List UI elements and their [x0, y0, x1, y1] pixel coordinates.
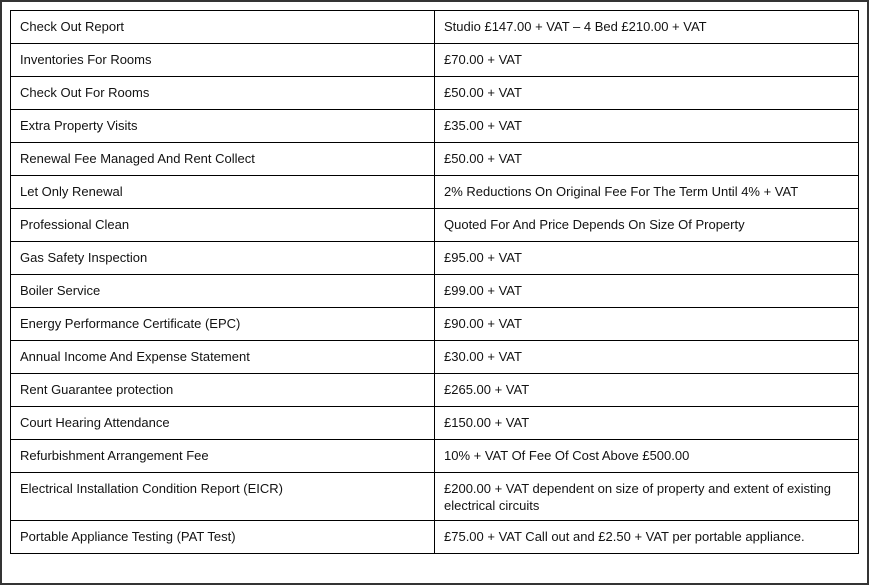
- service-cell: Court Hearing Attendance: [11, 407, 435, 440]
- fee-cell: 2% Reductions On Original Fee For The Term Until 4% + VAT: [435, 176, 859, 209]
- table-row: [11, 44, 859, 77]
- service-cell: Energy Performance Certificate (EPC): [11, 308, 435, 341]
- service-cell: Professional Clean: [11, 209, 435, 242]
- fee-cell: £99.00 + VAT: [435, 275, 859, 308]
- service-cell: Inventories For Rooms: [11, 44, 435, 77]
- fee-cell: 10% + VAT Of Fee Of Cost Above £500.00: [435, 440, 859, 473]
- fee-cell: Studio £147.00 + VAT – 4 Bed £210.00 + VAT: [435, 11, 859, 44]
- fee-cell: £70.00 + VAT: [435, 44, 859, 77]
- table-row: [11, 110, 859, 143]
- service-cell: Renewal Fee Managed And Rent Collect: [11, 143, 435, 176]
- table-row: [11, 341, 859, 374]
- fee-cell: £265.00 + VAT: [435, 374, 859, 407]
- fee-table-body: [11, 11, 859, 554]
- service-cell: Portable Appliance Testing (PAT Test): [11, 521, 435, 554]
- fee-cell: Quoted For And Price Depends On Size Of Property: [435, 209, 859, 242]
- table-row: [11, 11, 859, 44]
- table-row: [11, 308, 859, 341]
- fee-cell: £90.00 + VAT: [435, 308, 859, 341]
- fee-cell: £95.00 + VAT: [435, 242, 859, 275]
- table-row: [11, 176, 859, 209]
- table-row: [11, 143, 859, 176]
- fee-cell: £50.00 + VAT: [435, 143, 859, 176]
- table-row: [11, 473, 859, 521]
- service-cell: Check Out For Rooms: [11, 77, 435, 110]
- fee-cell: £75.00 + VAT Call out and £2.50 + VAT per portable appliance.: [435, 521, 859, 554]
- service-cell: Electrical Installation Condition Report (EICR): [11, 473, 435, 521]
- table-row: [11, 521, 859, 554]
- fee-cell: £150.00 + VAT: [435, 407, 859, 440]
- fee-cell: £35.00 + VAT: [435, 110, 859, 143]
- fee-cell: £50.00 + VAT: [435, 77, 859, 110]
- service-cell: Boiler Service: [11, 275, 435, 308]
- fee-cell: £200.00 + VAT dependent on size of property and extent of existing electrical circuits: [435, 473, 859, 521]
- fee-table: [10, 10, 859, 554]
- table-row: [11, 407, 859, 440]
- table-row: [11, 242, 859, 275]
- table-row: [11, 440, 859, 473]
- fee-cell: £30.00 + VAT: [435, 341, 859, 374]
- service-cell: Refurbishment Arrangement Fee: [11, 440, 435, 473]
- table-row: [11, 77, 859, 110]
- service-cell: Extra Property Visits: [11, 110, 435, 143]
- service-cell: Gas Safety Inspection: [11, 242, 435, 275]
- service-cell: Rent Guarantee protection: [11, 374, 435, 407]
- service-cell: Check Out Report: [11, 11, 435, 44]
- table-row: [11, 374, 859, 407]
- service-cell: Let Only Renewal: [11, 176, 435, 209]
- service-cell: Annual Income And Expense Statement: [11, 341, 435, 374]
- table-row: [11, 209, 859, 242]
- table-row: [11, 275, 859, 308]
